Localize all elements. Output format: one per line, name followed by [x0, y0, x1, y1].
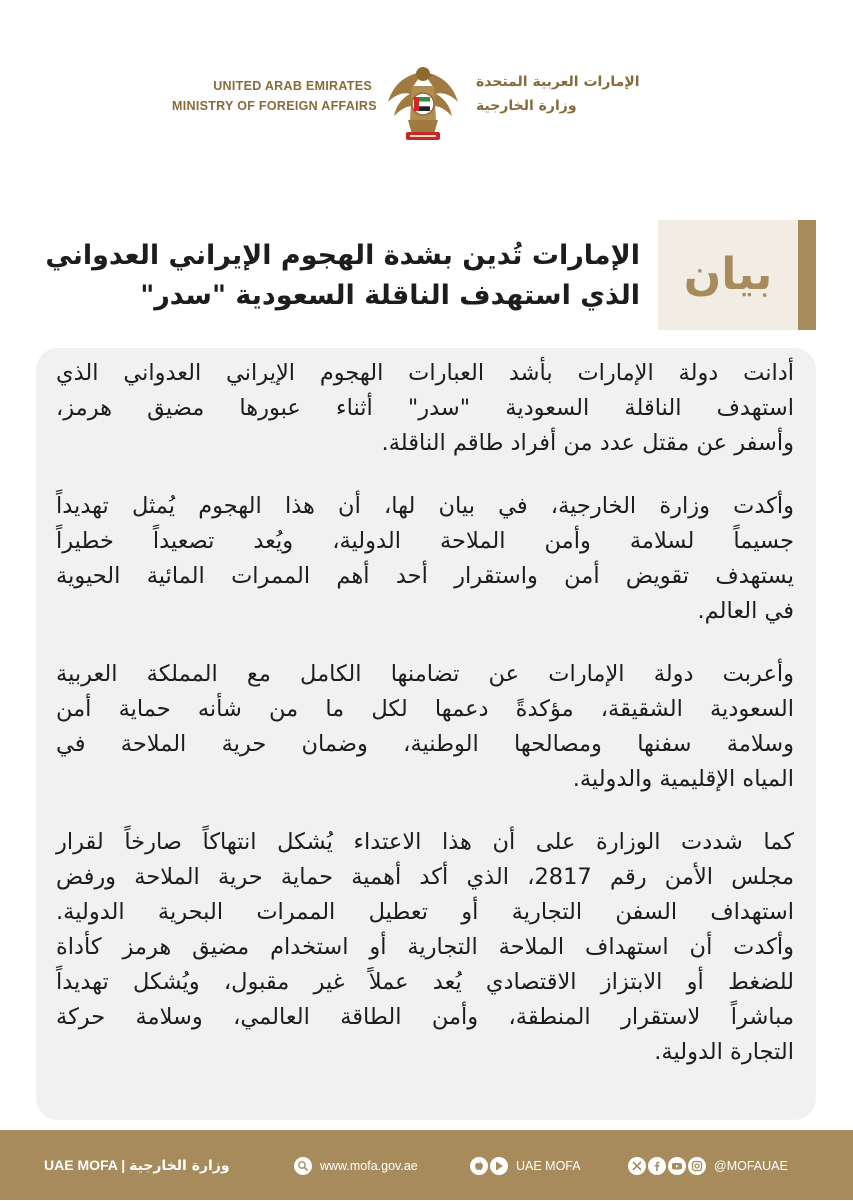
page-header: [0, 0, 853, 160]
paragraph-line: مباشراً لاستقرار المنطقة، وأمن الطاقة العالمي، وسلامة حركة: [56, 1004, 794, 1030]
paragraph-line: التجارة الدولية.: [654, 1039, 794, 1065]
paragraph-line: استهداف السفن التجارية أو تعطيل الممرات البحرية الدولية.: [56, 899, 794, 925]
paragraph-line: للضغط أو الابتزاز الاقتصادي يُعد عملاً غير مقبول، ويُشكل تهديداً: [56, 969, 794, 995]
paragraph-line: وأكدت أن استهداف الملاحة التجارية أو استخدام مضيق هرمز كأداة: [56, 934, 794, 960]
footer-brand-en: UAE MOFA |: [44, 1157, 126, 1173]
footer-app-links[interactable]: [470, 1130, 581, 1200]
footer-website-link[interactable]: [294, 1130, 418, 1200]
footer-brand-ar: وزارة الخارجية: [129, 1158, 230, 1174]
header-country-en: UNITED ARAB EMIRATES: [213, 79, 372, 93]
paragraph-4: [56, 825, 794, 1070]
footer-website-label: www.mofa.gov.ae: [320, 1158, 418, 1173]
paragraph-line: جسيماً لسلامة وأمن الملاحة الدولية، ويُعد تصعيداً خطيراً: [56, 528, 794, 554]
paragraph-line: أدانت دولة الإمارات بأشد العبارات الهجوم الإيراني العدواني الذي: [56, 360, 794, 386]
header-ministry-ar: وزارة الخارجية: [476, 98, 577, 114]
paragraph-2: [56, 489, 794, 629]
facebook-icon: [648, 1157, 666, 1175]
paragraph-line: في العالم.: [697, 598, 794, 624]
statement-label-accent-bar: [798, 220, 816, 330]
paragraph-line: استهدف الناقلة السعودية "سدر" أثناء عبورها مضيق هرمز،: [56, 395, 794, 421]
uae-falcon-emblem-icon: [378, 58, 468, 148]
header-english: [172, 76, 377, 116]
statement-title: [45, 236, 640, 316]
instagram-icon: [688, 1157, 706, 1175]
paragraph-line: وأعربت دولة الإمارات عن تضامنها الكامل مع المملكة العربية: [56, 661, 794, 687]
statement-label-box: [658, 220, 816, 330]
footer-social-links[interactable]: [628, 1130, 788, 1200]
paragraph-line: مجلس الأمن رقم 2817، الذي أكد أهمية حماية حرية الملاحة ورفض: [56, 864, 794, 890]
paragraph-line: وسلامة سفنها ومصالحها الوطنية، وضمان حرية الملاحة في: [56, 731, 794, 757]
x-twitter-icon: [628, 1157, 646, 1175]
footer-app-label: UAE MOFA: [516, 1158, 581, 1173]
paragraph-3: [56, 657, 794, 797]
search-globe-icon: [294, 1157, 312, 1175]
page-footer: [0, 1130, 853, 1200]
apple-icon: [470, 1157, 488, 1175]
google-play-icon: [490, 1157, 508, 1175]
paragraph-line: وأكدت وزارة الخارجية، في بيان لها، أن هذا الهجوم يُمثل تهديداً: [56, 493, 794, 519]
header-country-ar: الإمارات العربية المتحدة: [476, 74, 640, 90]
paragraph-1: [56, 356, 794, 461]
footer-social-handle: @MOFAUAE: [714, 1158, 788, 1173]
paragraph-line: المياه الإقليمية والدولية.: [572, 766, 794, 792]
header-arabic: [476, 70, 686, 118]
title-line-1: الإمارات تُدين بشدة الهجوم الإيراني العدواني: [45, 240, 640, 271]
paragraph-line: وأسفر عن مقتل عدد من أفراد طاقم الناقلة.: [381, 430, 794, 456]
title-line-2: الذي استهدف الناقلة السعودية "سدر": [140, 280, 640, 311]
statement-label: بيان: [683, 249, 773, 300]
paragraph-line: يستهدف تقويض أمن واستقرار أحد أهم الممرات المائية الحيوية: [56, 563, 794, 589]
footer-brand: [44, 1130, 230, 1200]
paragraph-line: السعودية الشقيقة، مؤكدةً دعمها لكل ما من شأنه حماية أمن: [56, 696, 794, 722]
youtube-icon: [668, 1157, 686, 1175]
header-ministry-en: MINISTRY OF FOREIGN AFFAIRS: [172, 99, 377, 113]
paragraph-line: كما شددت الوزارة على أن هذا الاعتداء يُشكل انتهاكاً صارخاً لقرار: [56, 829, 794, 855]
statement-body: [56, 356, 794, 1098]
